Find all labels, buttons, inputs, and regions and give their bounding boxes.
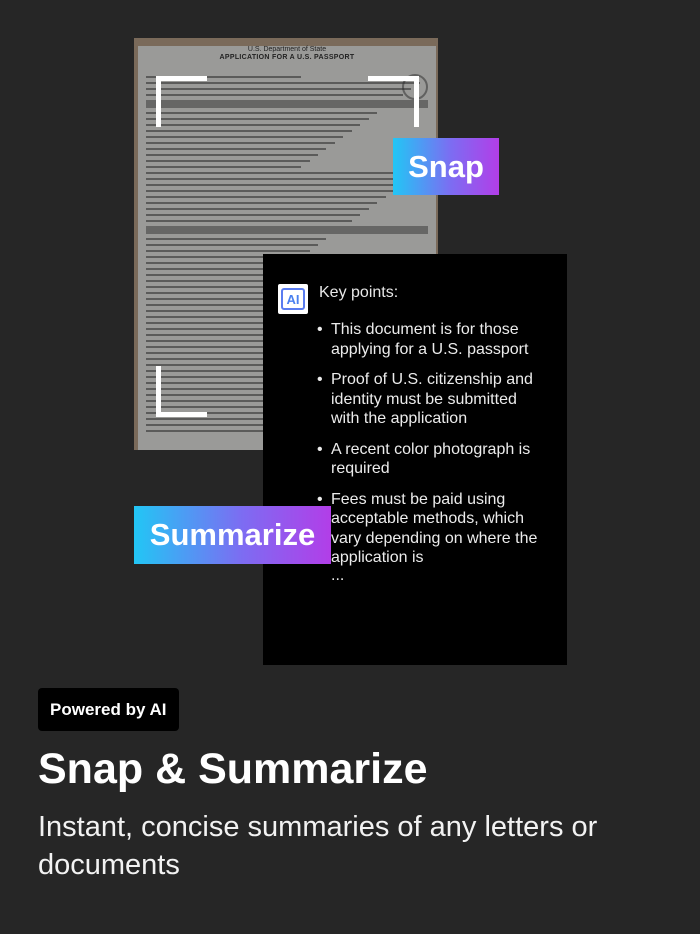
- scan-corner-top-left-icon: [156, 76, 207, 127]
- document-text-line: [146, 190, 394, 192]
- document-text-line: [146, 208, 369, 210]
- powered-by-ai-badge: Powered by AI: [38, 688, 179, 731]
- document-text-line: [146, 196, 386, 198]
- document-text-line: [146, 136, 343, 138]
- page-subtitle: Instant, concise summaries of any letters or documents: [38, 811, 598, 881]
- document-agency: U.S. Department of State: [247, 46, 327, 53]
- page-title: Snap & Summarize: [38, 745, 428, 793]
- ai-icon-label: AI: [281, 288, 305, 310]
- scan-corner-top-right-icon: [368, 76, 419, 127]
- summary-point: • This document is for those applying for a U.S. passport: [317, 320, 547, 359]
- document-text-line: [146, 148, 326, 150]
- summary-points-list: [317, 320, 547, 584]
- document-section-band: [146, 226, 428, 234]
- document-text-line: [146, 250, 310, 252]
- summarize-tag: Summarize: [134, 506, 331, 564]
- document-text-line: [146, 166, 301, 168]
- document-text-line: [146, 130, 352, 132]
- document-text-line: [146, 244, 318, 246]
- document-text-line: [146, 220, 352, 222]
- ai-icon: [278, 284, 308, 314]
- summary-point: • Proof of U.S. citizenship and identity must be submitted with the application: [317, 370, 547, 429]
- document-text-line: [146, 142, 335, 144]
- document-text-line: [146, 172, 420, 174]
- document-text-line: [146, 202, 377, 204]
- document-text-line: [146, 154, 318, 156]
- document-text-line: [146, 184, 403, 186]
- ai-summary-card: [263, 254, 567, 665]
- document-text-line: [146, 214, 360, 216]
- document-text-line: [146, 178, 411, 180]
- document-text-line: [146, 160, 310, 162]
- scan-corner-bottom-left-icon: [156, 366, 207, 417]
- snap-tag: Snap: [393, 138, 499, 195]
- summary-heading: Key points:: [319, 284, 399, 301]
- document-title: APPLICATION FOR A U.S. PASSPORT: [219, 54, 355, 61]
- summary-point: • A recent color photograph is required: [317, 440, 547, 479]
- summary-ellipsis: ...: [331, 566, 345, 584]
- document-header: [138, 46, 436, 64]
- summary-point: • Fees must be paid using acceptable methods, which vary depending on where the application is: [317, 490, 547, 568]
- document-text-line: [146, 238, 326, 240]
